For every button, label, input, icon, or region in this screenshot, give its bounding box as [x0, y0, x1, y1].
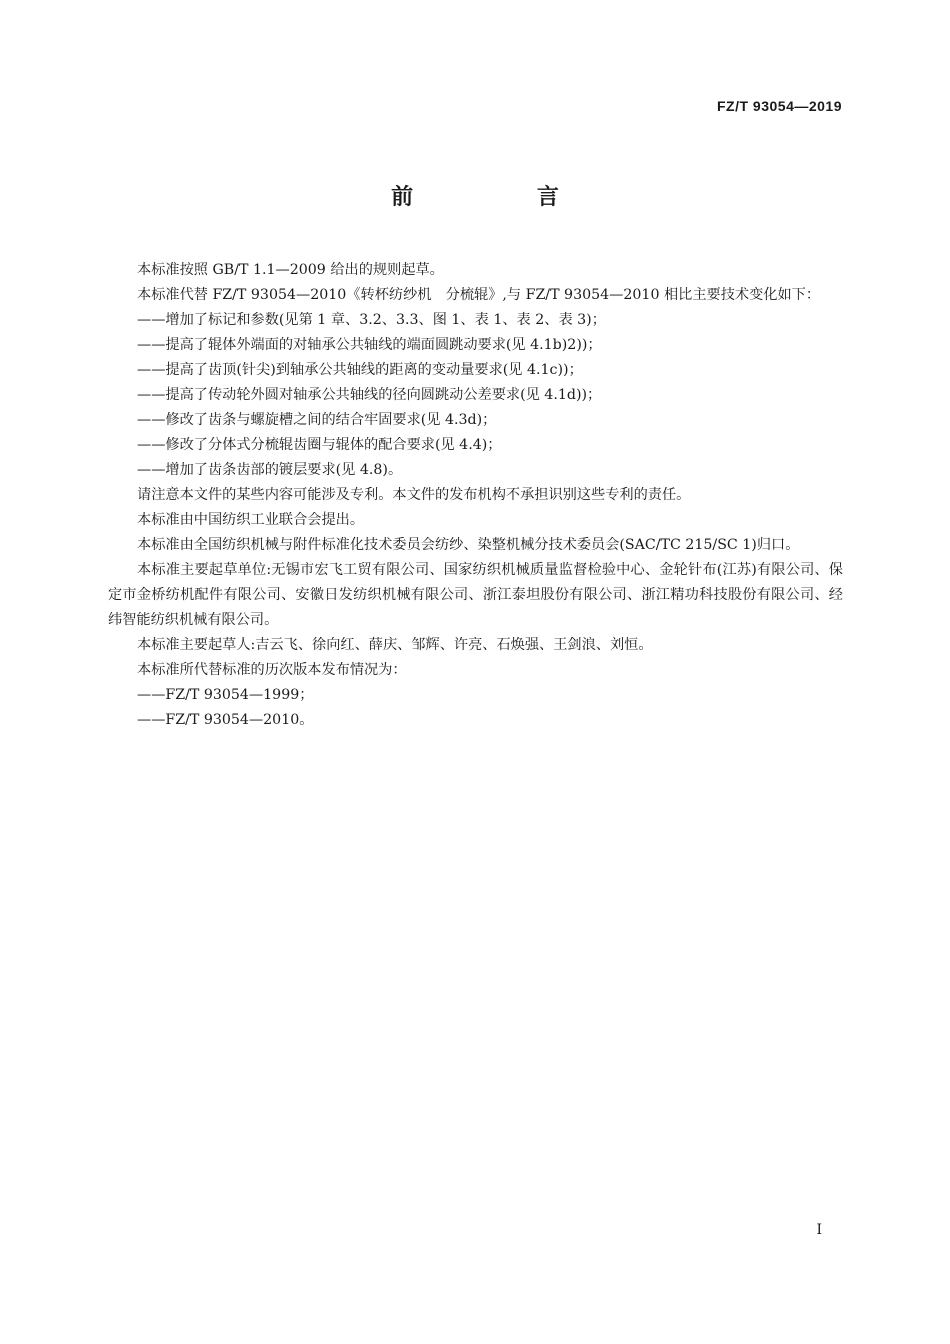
change-list-item: ——增加了标记和参数(见第 1 章、3.2、3.3、图 1、表 1、表 2、表 3)； — [137, 312, 606, 328]
change-list-item: ——修改了分体式分梳辊齿圈与辊体的配合要求(见 4.4)； — [137, 437, 502, 453]
proposer-paragraph: 本标准由中国纺织工业联合会提出。 — [137, 512, 365, 528]
history-list-item: ——FZ/T 93054—1999； — [137, 687, 314, 703]
change-list-item: ——提高了辊体外端面的对轴承公共轴线的端面圆跳动要求(见 4.1b)2))； — [137, 337, 602, 353]
patent-notice: 请注意本文件的某些内容可能涉及专利。本文件的发布机构不承担识别这些专利的责任。 — [137, 487, 691, 503]
change-list-item: ——提高了传动轮外圆对轴承公共轴线的径向圆跳动公差要求(见 4.1d))； — [137, 387, 602, 403]
committee-paragraph: 本标准由全国纺织机械与附件标准化技术委员会纺纱、染整机械分技术委员会(SAC/TC 215/SC 1)归口。 — [137, 537, 800, 553]
paragraph: 本标准按照 GB/T 1.1—2009 给出的规则起草。 — [137, 262, 444, 278]
page-number: I — [816, 1222, 822, 1238]
drafters-paragraph: 本标准主要起草人:吉云飞、徐向红、薛庆、邹辉、许亮、石焕强、王剑浪、刘恒。 — [137, 637, 653, 653]
change-list-item: ——增加了齿条齿部的镀层要求(见 4.8)。 — [137, 462, 403, 478]
page-title: 前 言 — [391, 185, 617, 210]
change-list-item: ——修改了齿条与螺旋槽之间的结合牢固要求(见 4.3d)； — [137, 412, 497, 428]
history-list-item: ——FZ/T 93054—2010。 — [137, 712, 314, 728]
change-list-item: ——提高了齿顶(针尖)到轴承公共轴线的距离的变动量要求(见 4.1c))； — [137, 362, 583, 378]
document-body — [108, 258, 843, 733]
paragraph: 本标准代替 FZ/T 93054—2010《转杯纺纱机 分梳辊》,与 FZ/T 93054—2010 相比主要技术变化如下： — [137, 287, 821, 303]
drafting-units-paragraph: 本标准主要起草单位:无锡市宏飞工贸有限公司、国家纺织机械质量监督检验中心、金轮针布(江苏)有限公司、保定市金桥纺机配件有限公司、安徽日发纺织机械有限公司、浙江泰坦股份有限公司、浙江精功科技股份有限公司、经纬智能纺织机械有限公司。 — [108, 562, 843, 628]
history-paragraph: 本标准所代替标准的历次版本发布情况为： — [137, 662, 407, 678]
standard-code: FZ/T 93054—2019 — [716, 98, 842, 114]
